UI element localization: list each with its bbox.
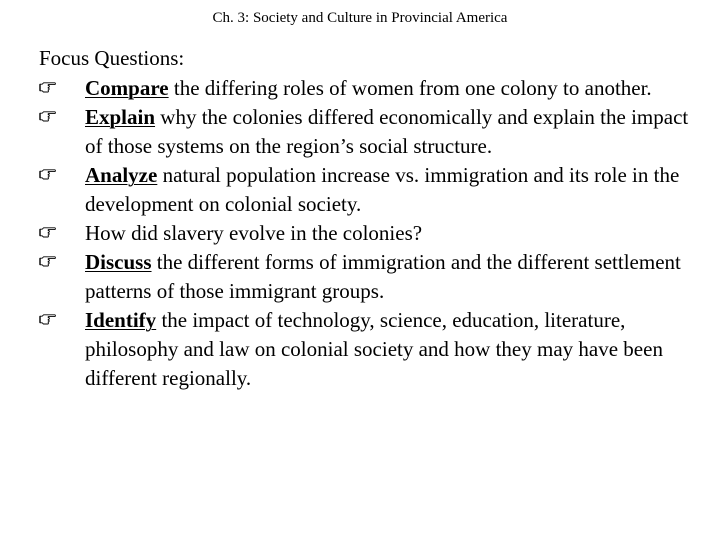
pointing-hand-icon (39, 224, 56, 238)
list-item (39, 248, 709, 306)
list-item (39, 74, 709, 103)
question-text: why the colonies differed economically and explain the impact of those systems on the region’s social structure. (85, 105, 689, 158)
pointing-hand-icon (39, 108, 56, 122)
focus-questions-list (39, 74, 709, 393)
list-item (39, 219, 709, 248)
question-keyword: Analyze (85, 163, 158, 187)
focus-questions-heading: Focus Questions: (39, 46, 185, 70)
question-text: the different forms of immigration and the different settlement patterns of those immigrant groups. (85, 250, 681, 303)
question-text: the impact of technology, science, education, literature, philosophy and law on colonial society and how they may have been different regionally. (85, 308, 663, 390)
question-text: natural population increase vs. immigration and its role in the development on colonial society. (85, 163, 680, 216)
list-item (39, 103, 709, 161)
question-keyword: Identify (85, 308, 157, 332)
slide-title: Ch. 3: Society and Culture in Provincial America (212, 10, 508, 26)
slide-content (39, 44, 709, 393)
question-keyword: Compare (85, 76, 169, 100)
pointing-hand-icon (39, 166, 56, 180)
question-keyword: Discuss (85, 250, 152, 274)
pointing-hand-icon (39, 253, 56, 267)
list-item (39, 306, 709, 393)
list-item (39, 161, 709, 219)
pointing-hand-icon (39, 79, 56, 93)
question-keyword: Explain (85, 105, 156, 129)
question-text: the differing roles of women from one colony to another. (168, 76, 652, 100)
question-text: How did slavery evolve in the colonies? (85, 221, 423, 245)
pointing-hand-icon (39, 311, 56, 325)
